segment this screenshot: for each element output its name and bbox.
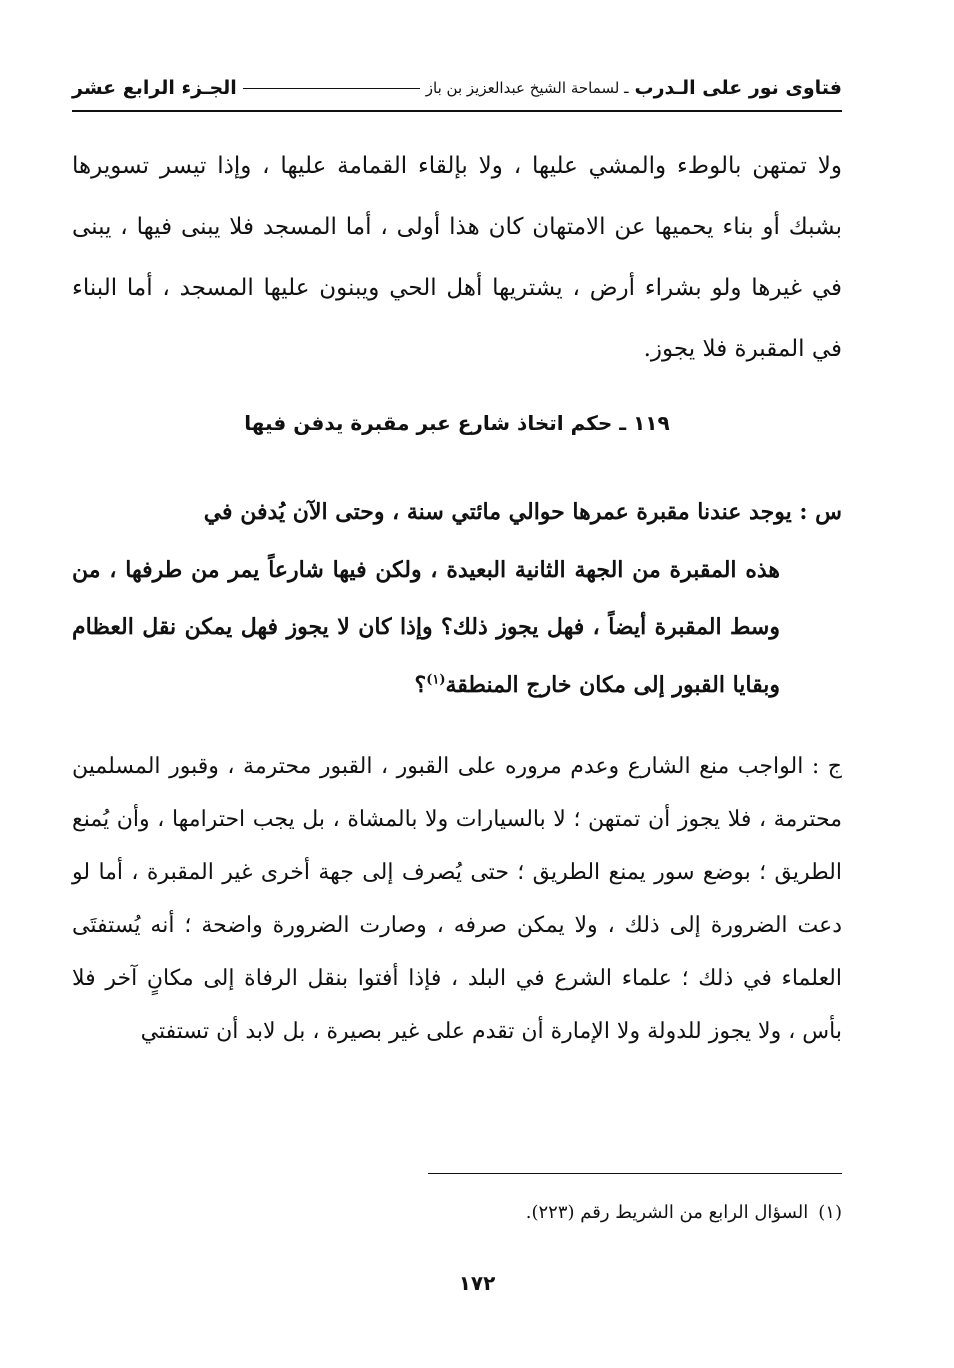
footnote: [72, 1196, 842, 1230]
header-dash-rule: [243, 88, 420, 89]
header-divider: [72, 110, 842, 112]
question-paragraph: [72, 484, 842, 714]
question-first-line: س : يوجد عندنا مقبرة عمرها حوالي مائتي سنة ، وحتى الآن يُدفن في: [203, 499, 842, 525]
question-continuation: [72, 542, 780, 715]
answer-paragraph: ج : الواجب منع الشارع وعدم مروره على القبور ، القبور محترمة ، وقبور المسلمين محترمة ، فلا يجوز أن تمتهن ؛ لا بالسيارات ولا بالمشاة ، بل يجب احترامها ، وأن يُمنع الطريق ؛ بوضع سور يمنع الطريق ؛ حتى يُصرف إلى جهة أخرى غير المقبرة ، أما لو دعت الضرورة إلى ذلك ، ولا يمكن صرفه ، وصارت الضرورة واضحة ؛ أنه يُستفتَى العلماء في ذلك ؛ علماء الشرع في البلد ، فإذا أفتوا بنقل الرفاة إلى مكانٍ آخر فلا بأس ، ولا يجوز للدولة ولا الإمارة أن تقدم على غير بصيرة ، بل لابد أن تستفتي: [72, 754, 842, 1044]
question-continuation-text: هذه المقبرة من الجهة الثانية البعيدة ، ولكن فيها شارعاً يمر من طرفها ، من وسط المقبرة أيضاً ، فهل يجوز ذلك؟ وإذا كان لا يجوز فهل يمكن نقل العظام وبقايا القبور إلى مكان خارج المنطقة: [72, 556, 780, 698]
intro-paragraph: ولا تمتهن بالوطء والمشي عليها ، ولا بإلقاء القمامة عليها ، وإذا تيسر تسويرها بشبك أو بناء يحميها عن الامتهان كان هذا أولى ، أما المسجد فلا يبنى فيها ، يبنى في غيرها ولو بشراء أرض ، يشتريها أهل الحي ويبنون عليها المسجد ، أما البناء في المقبرة فلا يجوز.: [72, 153, 842, 362]
question-mark: ؟: [414, 671, 427, 698]
running-header: [72, 70, 842, 106]
footnote-text: السؤال الرابع من الشريط رقم (٢٢٣).: [525, 1202, 809, 1223]
section-title: ١١٩ ـ حكم اتخاذ شارع عبر مقبرة يدفن فيها: [244, 411, 670, 435]
book-title: فتاوى نور على الـدرب: [634, 77, 842, 99]
footnote-reference[interactable]: (١): [426, 672, 446, 688]
footnote-divider: [428, 1173, 842, 1174]
page-number: ١٧٢: [458, 1271, 496, 1295]
volume-part: الجـزء الرابع عشر: [72, 77, 237, 99]
footnote-mark: (١): [818, 1202, 842, 1223]
author-name: ـ لسماحة الشيخ عبدالعزيز بن باز: [425, 79, 629, 97]
